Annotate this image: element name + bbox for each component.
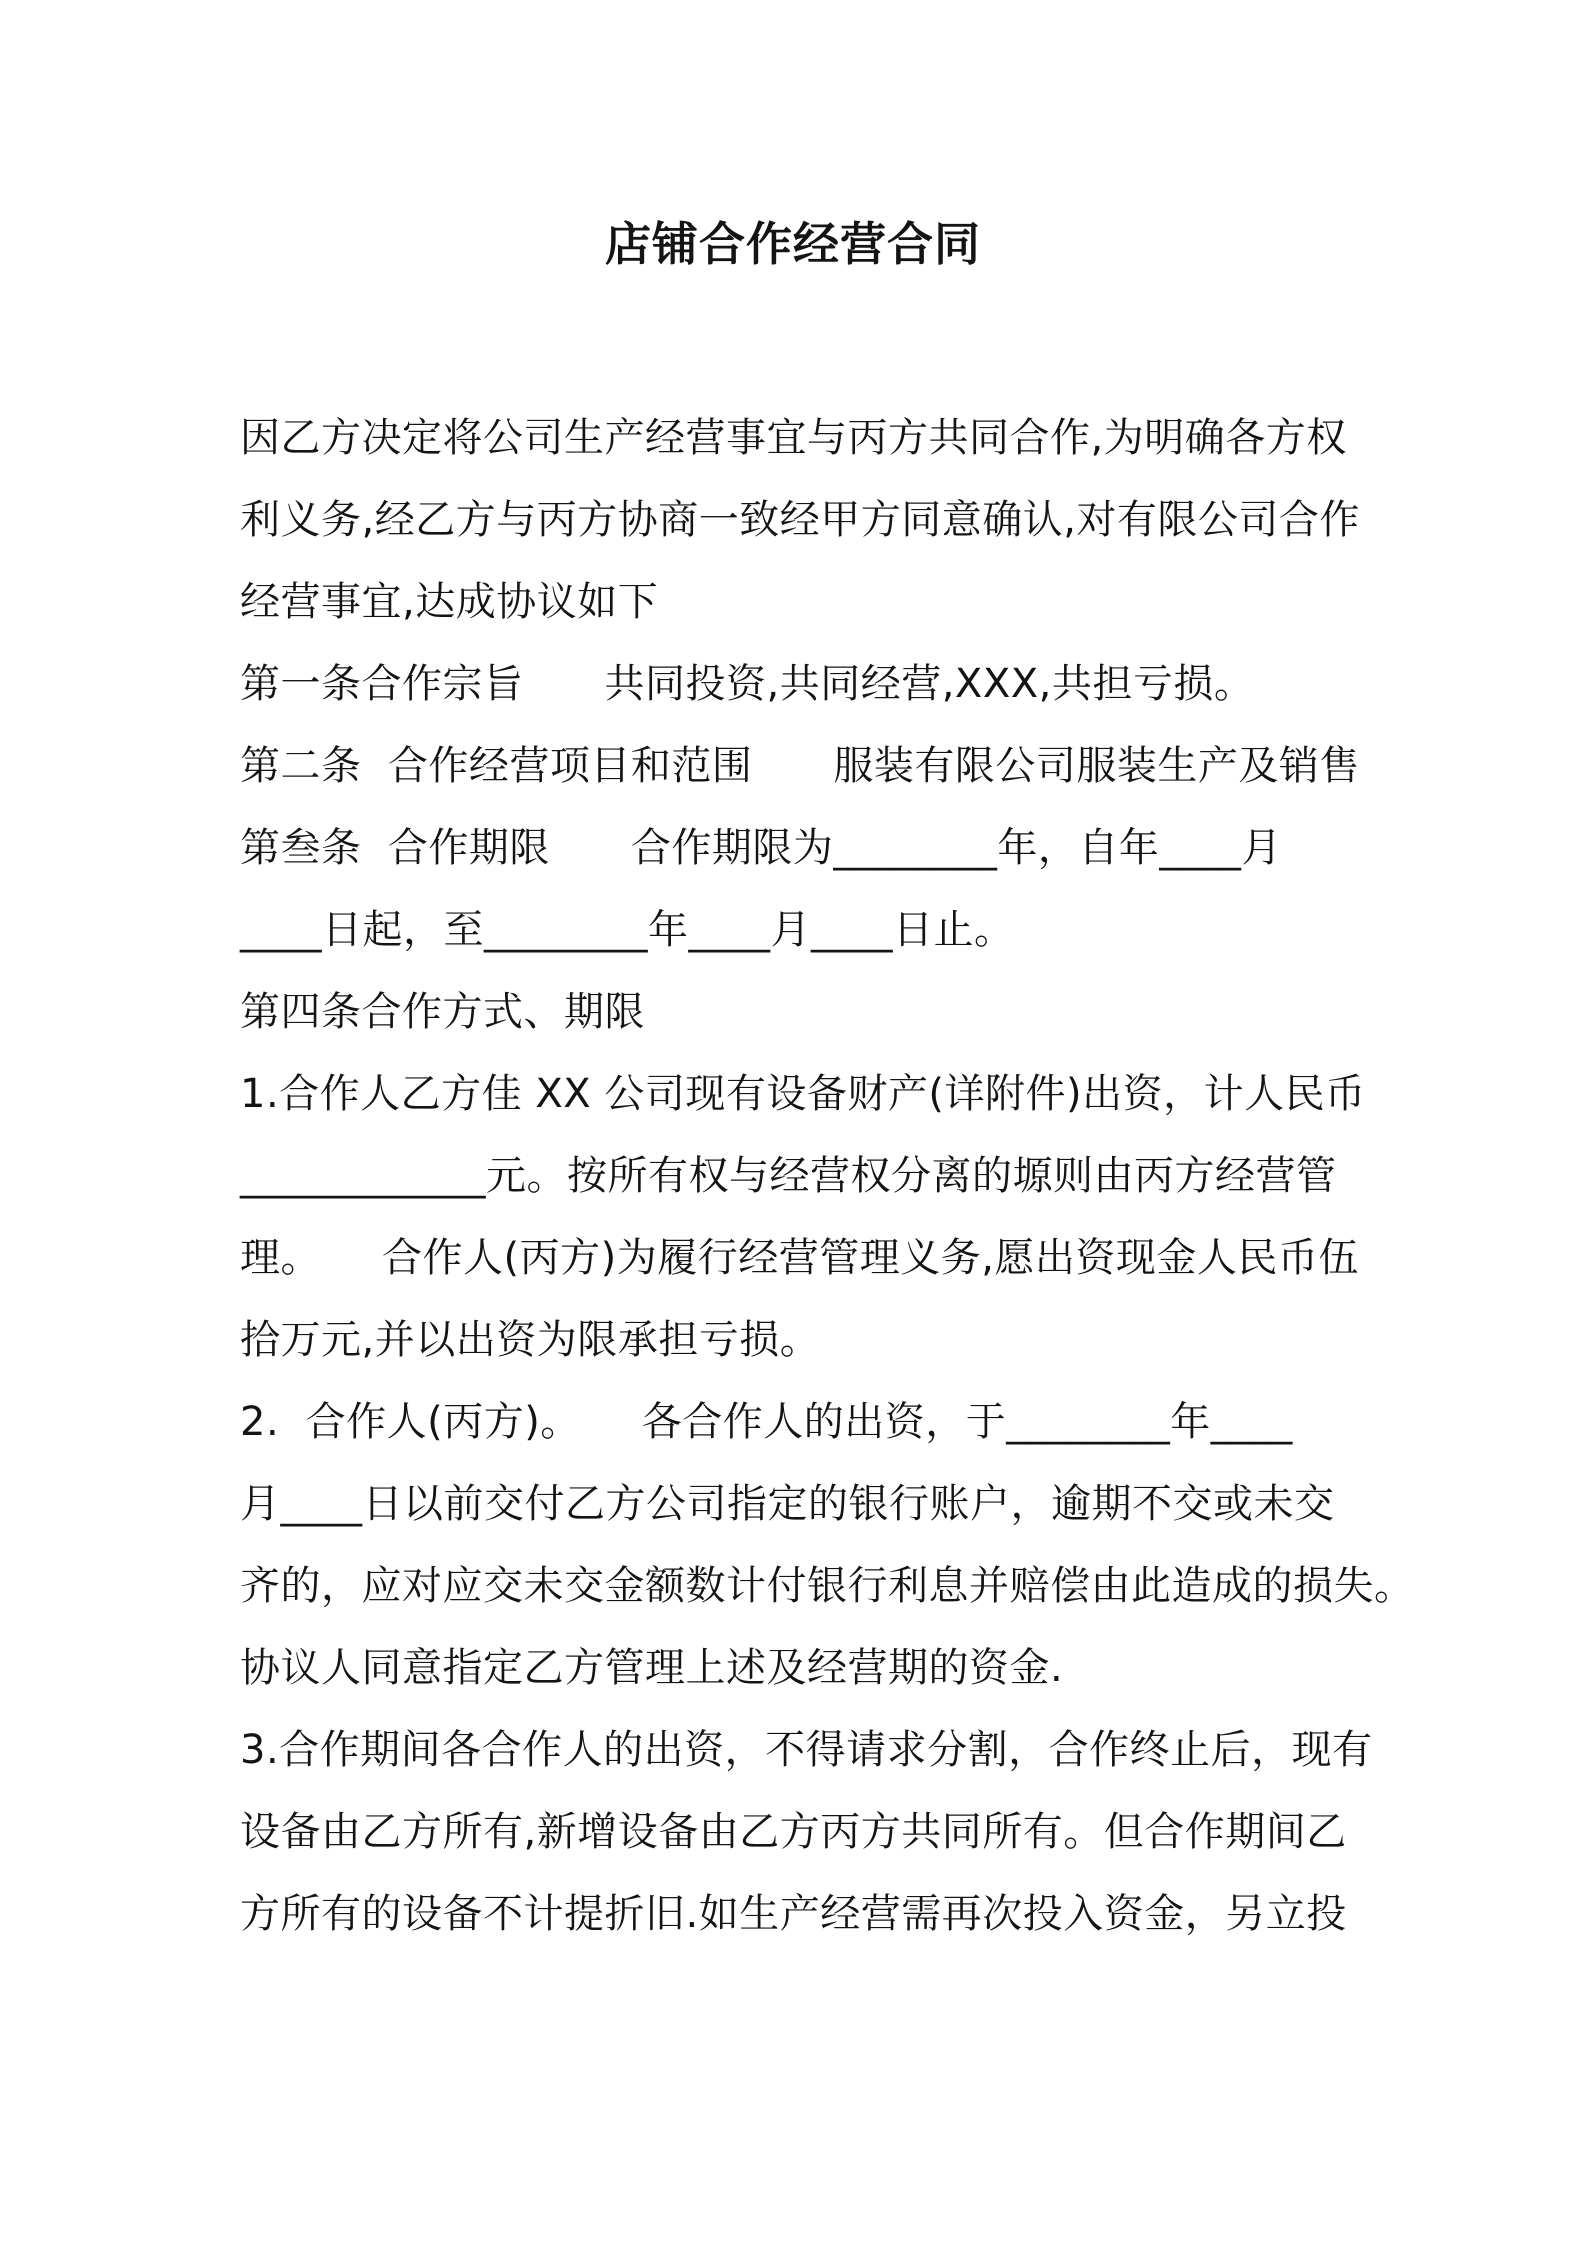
clause-3-line: 设备由乙方所有,新增设备由乙方丙方共同所有。但合作期间乙 [240,1809,1347,1855]
clause-3-line: 3.合作期间各合作人的出资，不得请求分割，合作终止后，现有 [240,1727,1373,1773]
clause-2-line: 齐的，应对应交未交金额数计付银行利息并赔偿由此造成的损失。 [240,1563,1415,1609]
clause-3-line: 方所有的设备不计提折旧.如生产经营需再次投入资金，另立投 [240,1891,1347,1937]
clause-1-line: 1.合作人乙方佳 XX 公司现有设备财产(详附件)出资，计人民币 [240,1071,1366,1117]
article-2-line: 第二条 合作经营项目和范围 服装有限公司服装生产及销售 [240,743,1360,789]
article-3-line: 第叁条 合作期限 合作期限为________年，自年____月 [240,825,1282,871]
clause-2-line: 协议人同意指定乙方管理上述及经营期的资金. [240,1645,1064,1691]
paragraph-line: 经营事宜,达成协议如下 [240,579,659,625]
clause-1-line: 理。 合作人(丙方)为履行经营管理义务,愿出资现金人民币伍 [240,1235,1359,1281]
article-3-line: ____日起，至________年____月____日止。 [240,907,1015,953]
article-1-line: 第一条合作宗旨 共同投资,共同经营,XXX,共担亏损。 [240,661,1255,707]
clause-2-line: 月____日以前交付乙方公司指定的银行账户，逾期不交或未交 [240,1481,1335,1527]
clause-1-line: 拾万元,并以出资为限承担亏损。 [240,1317,821,1363]
paragraph-line: 利义务,经乙方与丙方协商一致经甲方同意确认,对有限公司合作 [240,497,1360,543]
clause-2-line: 2. 合作人(丙方)。 各合作人的出资，于________年____ [240,1399,1293,1445]
document-title: 店铺合作经营合同 [605,217,981,271]
paragraph-line: 因乙方决定将公司生产经营事宜与丙方共同合作,为明确各方权 [240,415,1347,461]
clause-1-line: ____________元。按所有权与经营权分离的塬则由丙方经营管 [240,1153,1337,1199]
article-4-heading: 第四条合作方式、期限 [240,989,645,1035]
